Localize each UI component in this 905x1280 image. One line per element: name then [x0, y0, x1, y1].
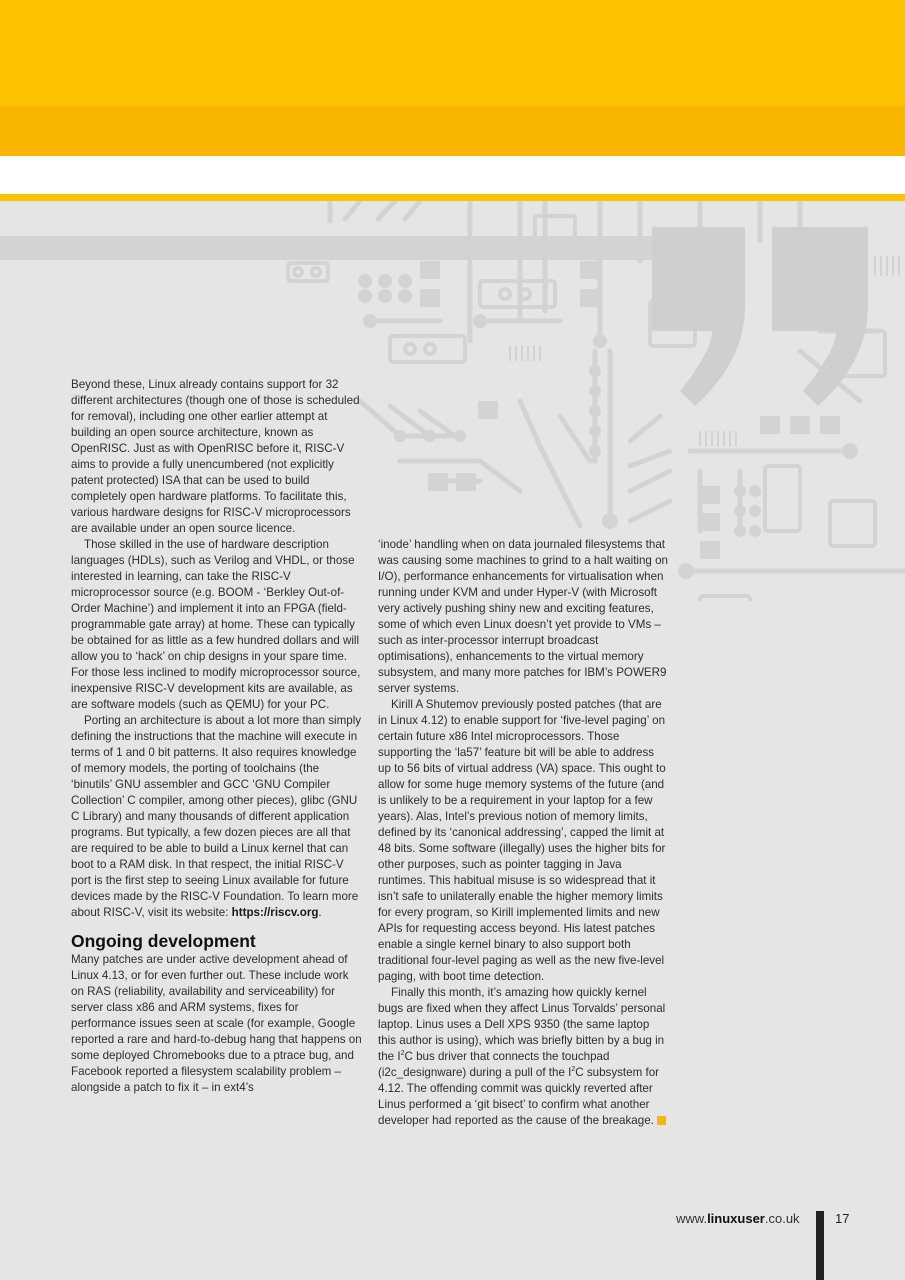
paragraph: Many patches are under active development ahead of Linux 4.13, or for even further out. These include work on RAS (reliability, availability and serviceability) for server class x86 and ARM systems, fixes for performance issues seen at scale (for example, Google reported a rare and hard-to-debug hang that happens on some deployed Chromebooks due to a ptrace bug, and Facebook reported a filesystem scalability problem – alongside a patch to fix it – in ext4’s — [71, 953, 362, 1094]
article-column-left — [71, 377, 363, 1096]
article-column-right — [378, 537, 670, 1129]
paragraph: Kirill A Shutemov previously posted patches (that are in Linux 4.12) to enable support for ‘five-level paging’ on certain future x86 Intel microprocessors. Those supporting the ‘la57’ feature bit will be able to address up to 56 bits of virtual address (VA) space. This ought to allow for some huge memory systems of the future (and is unlikely to be a requirement in your laptop for a few years). Alas, Intel’s previous notion of memory limits, defined by its ‘canonical addressing’, capped the limit at 48 bits. Some software (illegally) uses the higher bits for other purposes, such as pointer tagging in Java runtimes. This habitual misuse is so widespread that it isn’t safe to unilaterally enable the higher memory limits for every program, so Kirill implemented limits and new APIs for requesting access beyond. His latest patches enable a single kernel binary to also support both traditional four-level paging as well as the new five-level paging, with boot time detection. — [378, 698, 666, 983]
section-heading: Ongoing development — [71, 931, 256, 951]
end-of-article-icon — [657, 1116, 666, 1125]
paragraph: Those skilled in the use of hardware description languages (HDLs), such as Verilog and VHDL, or those interested in learning, can take the RISC-V microprocessor source (e.g. BOOM - ‘Berkley Out-of-Order Machine’) and implement it into an FPGA (field-programmable gate array) at home. These can typically be obtained for as little as a few hundred dollars and will allow you to ‘hack’ on chip designs in your spare time. For those less inclined to modify microprocessor source, inexpensive RISC-V development kits are available, as are software models (such as QEMU) for your PC. — [71, 538, 361, 711]
header-white-strip — [0, 156, 905, 194]
header-orange-band — [0, 106, 905, 156]
footer-website[interactable]: www.linuxuser.co.uk — [676, 1211, 800, 1226]
header-yellow-band — [0, 0, 905, 106]
header-thin-yellow-line — [0, 194, 905, 201]
quote-mark-icon — [652, 227, 868, 406]
paragraph: ‘inode’ handling when on data journaled filesystems that was causing some machines to grind to a halt waiting on I/O), performance enhancements for virtualisation when running under KVM and under Hyper-V (with Microsoft very actively pushing shiny new and exciting features, some of which even Linux doesn’t yet provide to VMs – such as inter-processor interrupt broadcast optimisations), enhancements to the virtual memory subsystem, and many more patches for IBM’s POWER9 server systems. — [378, 538, 669, 695]
footer-divider-bar — [816, 1211, 824, 1280]
paragraph: Porting an architecture is about a lot more than simply defining the instructions that the machine will execute in terms of 1 and 0 bit patterns. It also requires knowledge of memory models, the porting of toolchains (the ‘binutils’ GNU assembler and GCC ‘GNU Compiler Collection’ C compiler, among other pieces), glibc (GNU C Library) and many thousands of different application programs. But typically, a few dozen pieces are all that are required to be able to build a Linux kernel that can boot to a RAM disk. In that respect, the initial RISC-V port is the first step to seeing Linux available for future devices made by the RISC-V Foundation. To learn more about RISC-V, visit its website: https://riscv.org. — [71, 714, 362, 919]
paragraph: Finally this month, it’s amazing how quickly kernel bugs are fixed when they affect Linus Torvalds’ personal laptop. Linus uses a Dell XPS 9350 (the same laptop this author is using), which was briefly bitten by a bug in the $I^2C$ bus driver that connects the touchpad (i2c_designware) during a pull of the $I^2C$ subsystem for 4.12. The offending commit was quickly reverted after Linus performed a ‘git bisect’ to confirm what another developer had reported as the cause of the breakage. — [378, 986, 666, 1127]
page-number: 17 — [835, 1211, 850, 1226]
riscv-link[interactable]: https://riscv.org — [231, 906, 319, 919]
paragraph: Beyond these, Linux already contains support for 32 different architectures (though one of those is scheduled for removal), including one other earlier attempt at building an open source architecture, known as OpenRISC. Just as with OpenRISC before it, RISC-V aims to provide a fully unencumbered (not explicitly patent protected) ISA that can be used to build completely open hardware platforms. To facilitate this, various hardware designs for RISC-V microprocessors are available under an open source licence. — [71, 378, 360, 535]
